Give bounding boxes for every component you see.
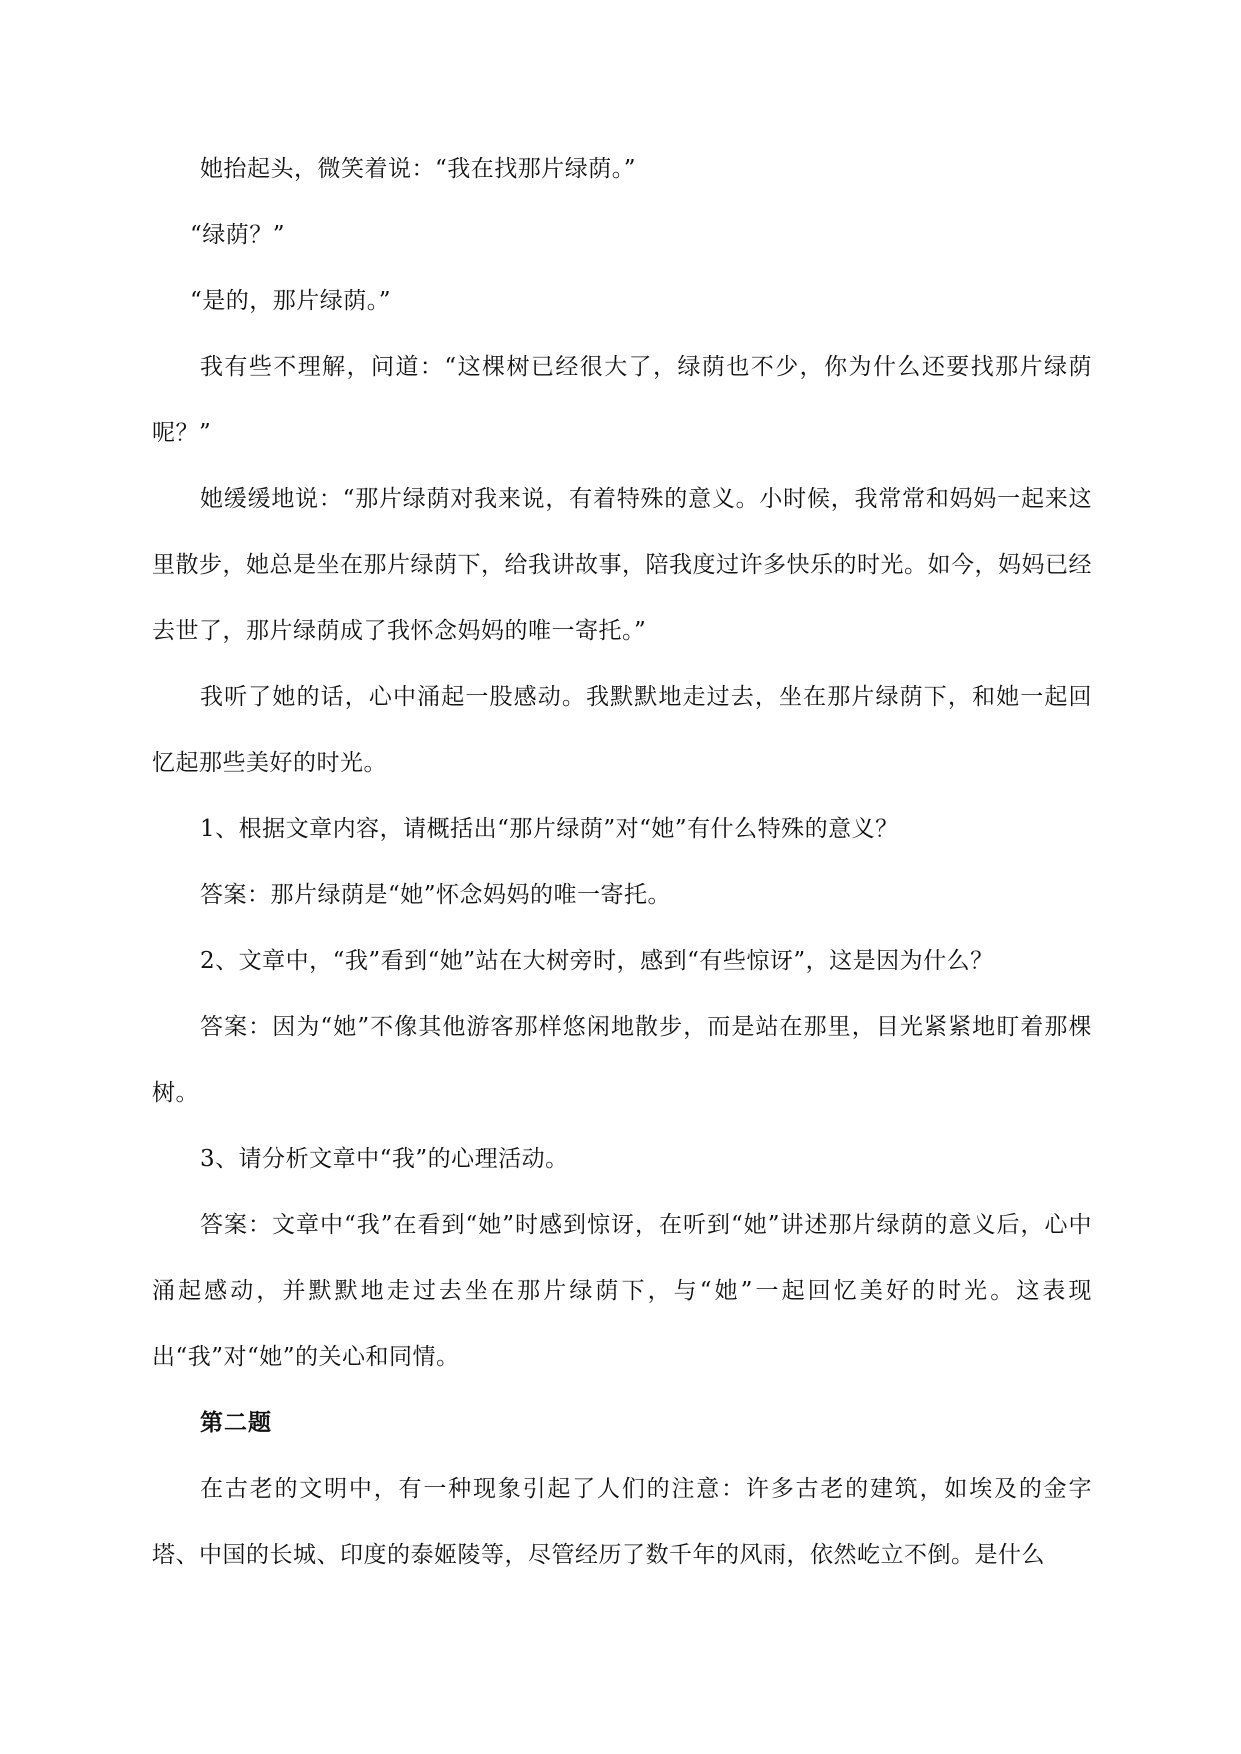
answer-3: 答案：文章中“我”在看到“她”时感到惊讶，在听到“她”讲述那片绿荫的意义后，心中涌起感动，并默默地走过去坐在那片绿荫下，与“她”一起回忆美好的时光。这表现出“我”对“她”的关心和同情。 — [152, 1212, 1092, 1370]
story-paragraph: 我有些不理解，问道：“这棵树已经很大了，绿荫也不少，你为什么还要找那片绿荫呢？” — [152, 354, 1092, 446]
story-paragraph: “绿荫？” — [190, 222, 286, 248]
answer-1: 答案：那片绿荫是“她”怀念妈妈的唯一寄托。 — [200, 882, 672, 908]
section-heading: 第二题 — [200, 1409, 272, 1436]
story-paragraph: 她缓缓地说：“那片绿荫对我来说，有着特殊的意义。小时候，我常常和妈妈一起来这里散步，她总是坐在那片绿荫下，给我讲故事，陪我度过许多快乐的时光。如今，妈妈已经去世了，那片绿荫成了我怀念妈妈的唯一寄托。” — [152, 486, 1092, 644]
section-paragraph: 在古老的文明中，有一种现象引起了人们的注意：许多古老的建筑，如埃及的金字塔、中国的长城、印度的泰姬陵等，尽管经历了数千年的风雨，依然屹立不倒。是什么 — [152, 1476, 1092, 1568]
story-paragraph: 我听了她的话，心中涌起一股感动。我默默地走过去，坐在那片绿荫下，和她一起回忆起那些美好的时光。 — [152, 684, 1092, 776]
story-paragraph: “是的，那片绿荫。” — [190, 288, 392, 314]
question-1: 1、根据文章内容，请概括出“那片绿荫”对“她”有什么特殊的意义？ — [200, 816, 899, 842]
question-3: 3、请分析文章中“我”的心理活动。 — [200, 1146, 569, 1172]
question-2: 2、文章中，“我”看到“她”站在大树旁时，感到“有些惊讶”，这是因为什么？ — [200, 948, 994, 974]
answer-2: 答案：因为“她”不像其他游客那样悠闲地散步，而是站在那里，目光紧紧地盯着那棵树。 — [152, 1014, 1092, 1106]
document-body — [152, 136, 1092, 1588]
story-paragraph: 她抬起头，微笑着说：“我在找那片绿荫。” — [200, 156, 637, 182]
